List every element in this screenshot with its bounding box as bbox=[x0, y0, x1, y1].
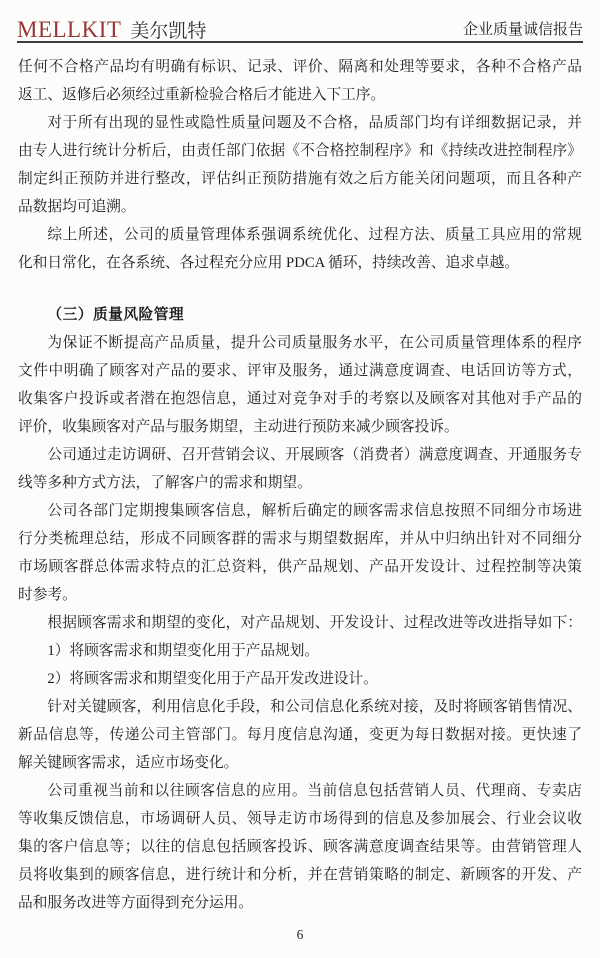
paragraph-line: 时参考。 bbox=[18, 587, 77, 603]
paragraph-line: 品和服务改进等方面得到充分运用。 bbox=[18, 895, 254, 911]
paragraph-line: 品数据均可追溯。 bbox=[18, 199, 136, 215]
document-body bbox=[0, 43, 600, 917]
paragraph-line: 针对关键顾客，利用信息化手段，和公司信息化系统对接，及时将顾客销售情况、 bbox=[47, 699, 582, 715]
paragraph-line: 返工、返修后必须经过重新检验合格后才能进入下工序。 bbox=[18, 87, 386, 103]
paragraph-line: 为保证不断提高产品质量，提升公司质量服务水平，在公司质量管理体系的程序 bbox=[47, 335, 582, 351]
paragraph-line: 公司各部门定期搜集顾客信息，解析后确定的顾客需求信息按照不同细分市场进 bbox=[47, 503, 582, 519]
paragraph-line: 由专人进行统计分析后，由责任部门依据《不合格控制程序》和《持续改进控制程序》 bbox=[18, 143, 582, 159]
paragraph-line: 对于所有出现的显性或隐性质量问题及不合格，品质部门均有详细数据记录，并 bbox=[47, 115, 582, 131]
paragraph-line: 收集客户投诉或者潜在抱怨信息，通过对竞争对手的考察以及顾客对其他对手产品的 bbox=[18, 391, 582, 407]
paragraph-line: 公司通过走访调研、召开营销会议、开展顾客（消费者）满意度调查、开通服务专 bbox=[47, 447, 582, 463]
paragraph-line: 线等多种方式方法，了解客户的需求和期望。 bbox=[18, 475, 312, 491]
paragraph-line: 等收集反馈信息，市场调研人员、领导走访市场得到的信息及参加展会、行业会议收 bbox=[18, 811, 582, 827]
paragraph-line: 评价，收集顾客对产品与服务期望，主动进行预防来减少顾客投诉。 bbox=[18, 419, 459, 435]
paragraph-line: 根据顾客需求和期望的变化，对产品规划、开发设计、过程改进等改进指导如下： bbox=[47, 615, 582, 631]
section-heading: （三）质量风险管理 bbox=[47, 307, 185, 323]
paragraph-line: 公司重视当前和以往顾客信息的应用。当前信息包括营销人员、代理商、专卖店 bbox=[47, 783, 582, 799]
paragraph-line: 1）将顾客需求和期望变化用于产品规划。 bbox=[47, 643, 320, 659]
paragraph-line: 新品信息等，传递公司主管部门。每月度信息沟通，变更为每日数据对接。更快速了 bbox=[18, 727, 582, 743]
paragraph-line: 2）将顾客需求和期望变化用于产品开发改进设计。 bbox=[47, 671, 378, 687]
page-header bbox=[17, 0, 583, 43]
paragraph-line: 文件中明确了顾客对产品的要求、评审及服务，通过满意度调查、电话回访等方式， bbox=[18, 363, 582, 379]
brand-logo bbox=[17, 18, 206, 41]
paragraph-line: 行分类梳理总结，形成不同顾客群的需求与期望数据库，并从中归纳出针对不同细分 bbox=[18, 531, 582, 547]
report-title: 企业质量诚信报告 bbox=[462, 22, 583, 38]
page-number: 6 bbox=[296, 927, 304, 942]
paragraph-line: 市场顾客群总体需求特点的汇总资料，供产品规划、产品开发设计、过程控制等决策 bbox=[18, 559, 582, 575]
paragraph-line: 化和日常化，在各系统、各过程充分应用 PDCA 循环，持续改善、追求卓越。 bbox=[18, 255, 520, 271]
paragraph-line: 解关键顾客需求，适应市场变化。 bbox=[18, 755, 239, 771]
paragraph-line: 集的客户信息等；以往的信息包括顾客投诉、顾客满意度调查结果等。由营销管理人 bbox=[18, 839, 582, 855]
paragraph-line: 员将收集到的顾客信息，进行统计和分析，并在营销策略的制定、新顾客的开发、产 bbox=[18, 867, 582, 883]
paragraph-line: 任何不合格产品均有明确有标识、记录、评价、隔离和处理等要求，各种不合格产品 bbox=[18, 59, 582, 75]
brand-logo-en: MELLKIT bbox=[17, 17, 122, 42]
brand-logo-cn: 美尔凯特 bbox=[130, 21, 207, 42]
paragraph-line: 综上所述，公司的质量管理体系强调系统优化、过程方法、质量工具应用的常规 bbox=[47, 227, 582, 243]
paragraph-line: 制定纠正预防并进行整改，评估纠正预防措施有效之后方能关闭问题项，而且各种产 bbox=[18, 171, 582, 187]
